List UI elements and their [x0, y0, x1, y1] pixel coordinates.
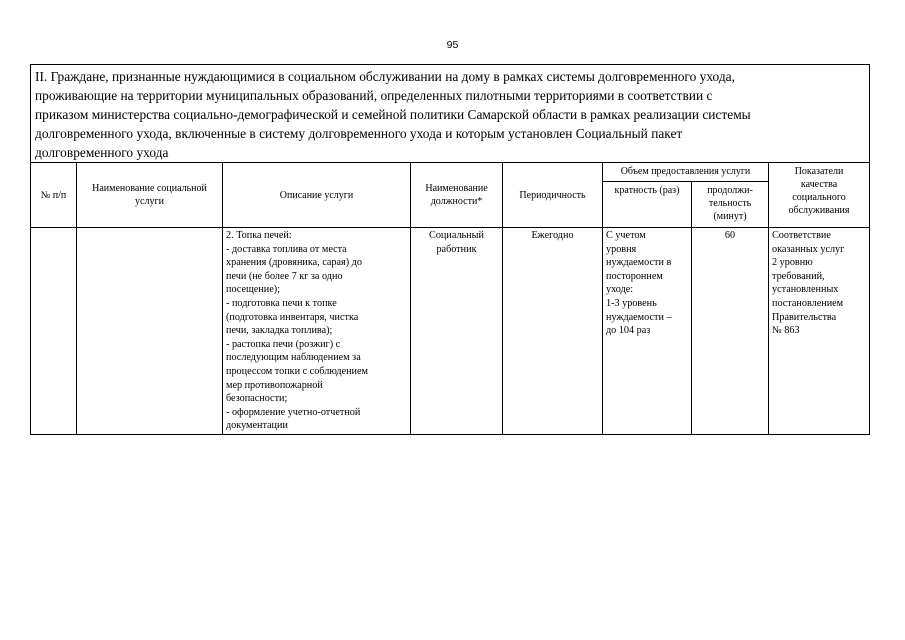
cell-service-name — [77, 228, 223, 435]
quality-line: Правительства — [772, 311, 837, 323]
description-line: (подготовка инвентаря, чистка — [226, 311, 359, 323]
description-line: печи (не более 7 кг за одно — [226, 270, 343, 282]
quality-line: Соответствие — [772, 230, 831, 241]
frequency-line: постороннем — [606, 270, 663, 282]
description-line: печи, закладка топлива); — [226, 325, 333, 337]
heading-line: приказом министерства социально-демографической и семейной политики Самарской области в рамках реализации системы — [35, 107, 751, 122]
cell-frequency — [603, 228, 692, 435]
header-quality-line: обслуживания — [788, 205, 850, 216]
services-table — [30, 64, 870, 435]
header-num: № п/п — [31, 163, 77, 228]
header-volume-group: Объем предоставления услуги — [603, 163, 769, 182]
quality-line: оказанных услуг — [772, 243, 845, 255]
cell-periodicity: Ежегодно — [503, 228, 603, 435]
frequency-line: уровня — [606, 243, 637, 255]
description-line: - подготовка печи к топке — [226, 297, 337, 309]
header-row-1 — [31, 163, 870, 182]
heading-line: II. Граждане, признанные нуждающимися в социальном обслуживании на дому в рамках системы долговременного ухода, — [35, 69, 735, 84]
description-line: мер противопожарной — [226, 379, 323, 391]
description-line: посещение); — [226, 284, 280, 296]
description-line: документации — [226, 420, 288, 432]
heading-line: долговременного ухода — [35, 145, 169, 160]
description-line: последующим наблюдением за — [226, 352, 361, 364]
description-line: - растопка печи (розжиг) с — [226, 338, 341, 350]
cell-description — [223, 228, 411, 435]
cell-num — [31, 228, 77, 435]
description-line: 2. Топка печей: — [226, 230, 292, 241]
page-number: 95 — [446, 39, 459, 51]
header-quality-line: качества — [800, 179, 838, 190]
header-duration-line: продолжи- — [707, 185, 753, 196]
description-line: - доставка топлива от места — [226, 243, 347, 255]
position-line: Социальный — [429, 230, 484, 241]
cell-quality — [769, 228, 870, 435]
header-quality-line: Показатели — [794, 166, 844, 177]
frequency-line: уходе: — [606, 284, 634, 296]
header-quality — [769, 163, 870, 228]
description-line: - оформление учетно-отчетной — [226, 406, 361, 418]
header-duration — [692, 182, 769, 228]
frequency-line: нуждаемости – — [606, 311, 672, 323]
header-frequency: кратность (раз) — [603, 182, 692, 228]
section-heading — [31, 65, 870, 163]
quality-line: установленных — [772, 284, 839, 296]
header-duration-line: (минут) — [713, 211, 747, 222]
frequency-line: до 104 раз — [606, 325, 651, 337]
heading-line: долговременного ухода, включенные в систему долговременного ухода и которым установлен Социальный пакет — [35, 126, 683, 141]
section-heading-row — [31, 65, 870, 163]
cell-position — [411, 228, 503, 435]
header-position: Наименование должности* — [411, 163, 503, 228]
header-service-name: Наименование социальной услуги — [77, 163, 223, 228]
quality-line: постановлением — [772, 297, 844, 309]
header-periodicity: Периодичность — [503, 163, 603, 228]
header-quality-line: социального — [792, 192, 846, 203]
quality-line: требований, — [772, 270, 825, 282]
frequency-line: С учетом — [606, 230, 646, 241]
description-line: хранения (дровяника, сарая) до — [226, 257, 362, 269]
header-description: Описание услуги — [223, 163, 411, 228]
position-line: работник — [436, 243, 477, 255]
frequency-line: 1-3 уровень — [606, 297, 657, 309]
cell-duration: 60 — [692, 228, 769, 435]
description-line: процессом топки с соблюдением — [226, 365, 368, 377]
description-line: безопасности; — [226, 393, 288, 405]
header-duration-line: тельность — [708, 198, 752, 209]
table-row — [31, 228, 870, 435]
quality-line: № 863 — [772, 325, 800, 337]
heading-line: проживающие на территории муниципальных образований, определенных пилотными территориями в соответствии с — [35, 88, 713, 103]
frequency-line: нуждаемости в — [606, 257, 672, 269]
quality-line: 2 уровню — [772, 257, 813, 269]
